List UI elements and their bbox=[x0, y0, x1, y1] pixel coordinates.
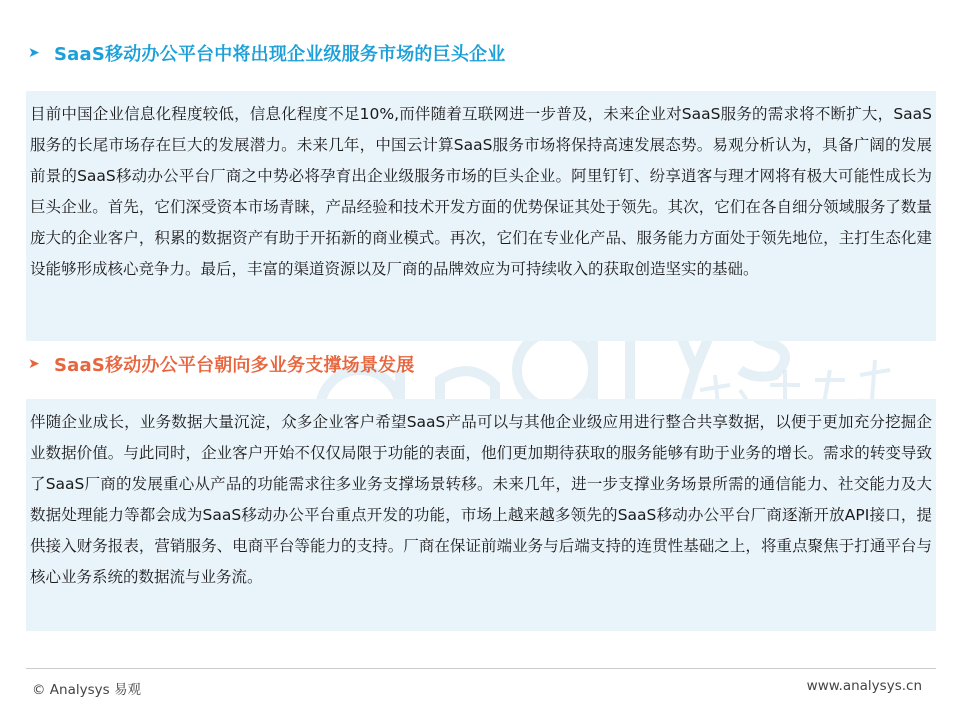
footer-divider bbox=[26, 668, 936, 669]
footer-copyright: © Analysys 易观 bbox=[32, 682, 141, 698]
section-title-1-text: SaaS移动办公平台中将出现企业级服务市场的巨头企业 bbox=[54, 44, 506, 65]
paragraph-1: 目前中国企业信息化程度较低，信息化程度不足10%,而伴随着互联网进一步普及，未来企业对SaaS服务的需求将不断扩大，SaaS服务的长尾市场存在巨大的发展潜力。未来几年，中国云计算SaaS服务市场将保持高速发展态势。易观分析认为，具备广阔的发展前景的SaaS移动办公平台厂商之中势必将孕育出企业级服务市场的巨头企业。阿里钉钉、纷享逍客与理才网将有极大可能性成长为巨头企业。首先，它们深受资本市场青睐，产品经验和技术开发方面的优势保证其处于领先。其次，它们在各自细分领域服务了数量庞大的企业客户，积累的数据资产有助于开拓新的商业模式。再次，它们在专业化产品、服务能力方面处于领先地位，主打生态化建设能够形成核心竞争力。最后，丰富的渠道资源以及厂商的品牌效应为可持续收入的获取创造坚实的基础。 bbox=[30, 105, 932, 278]
paragraph-box-1 bbox=[26, 91, 936, 341]
paragraph-2: 伴随企业成长，业务数据大量沉淀，众多企业客户希望SaaS产品可以与其他企业级应用进行整合共享数据，以便于更加充分挖掘企业数据价值。与此同时，企业客户开始不仅仅局限于功能的表面，他们更加期待获取的服务能够有助于业务的增长。需求的转变导致了SaaS厂商的发展重心从产品的功能需求往多业务支撑场景转移。未来几年，进一步支撑业务场景所需的通信能力、社交能力及大数据处理能力等都会成为SaaS移动办公平台重点开发的功能，市场上越来越多领先的SaaS移动办公平台厂商逐渐开放API接口，提供接入财务报表，营销服务、电商平台等能力的支持。厂商在保证前端业务与后端支持的连贯性基础之上，将重点聚焦于打通平台与核心业务系统的数据流与业务流。 bbox=[30, 413, 932, 586]
section-title-1 bbox=[28, 40, 505, 66]
arrow-right-icon: ➤ bbox=[28, 356, 40, 372]
paragraph-box-2 bbox=[26, 399, 936, 631]
footer-website-link[interactable]: www.analysys.cn bbox=[806, 678, 922, 694]
section-title-2 bbox=[28, 351, 414, 377]
arrow-right-icon: ➤ bbox=[28, 45, 40, 61]
section-title-2-text: SaaS移动办公平台朝向多业务支撑场景发展 bbox=[54, 355, 415, 376]
